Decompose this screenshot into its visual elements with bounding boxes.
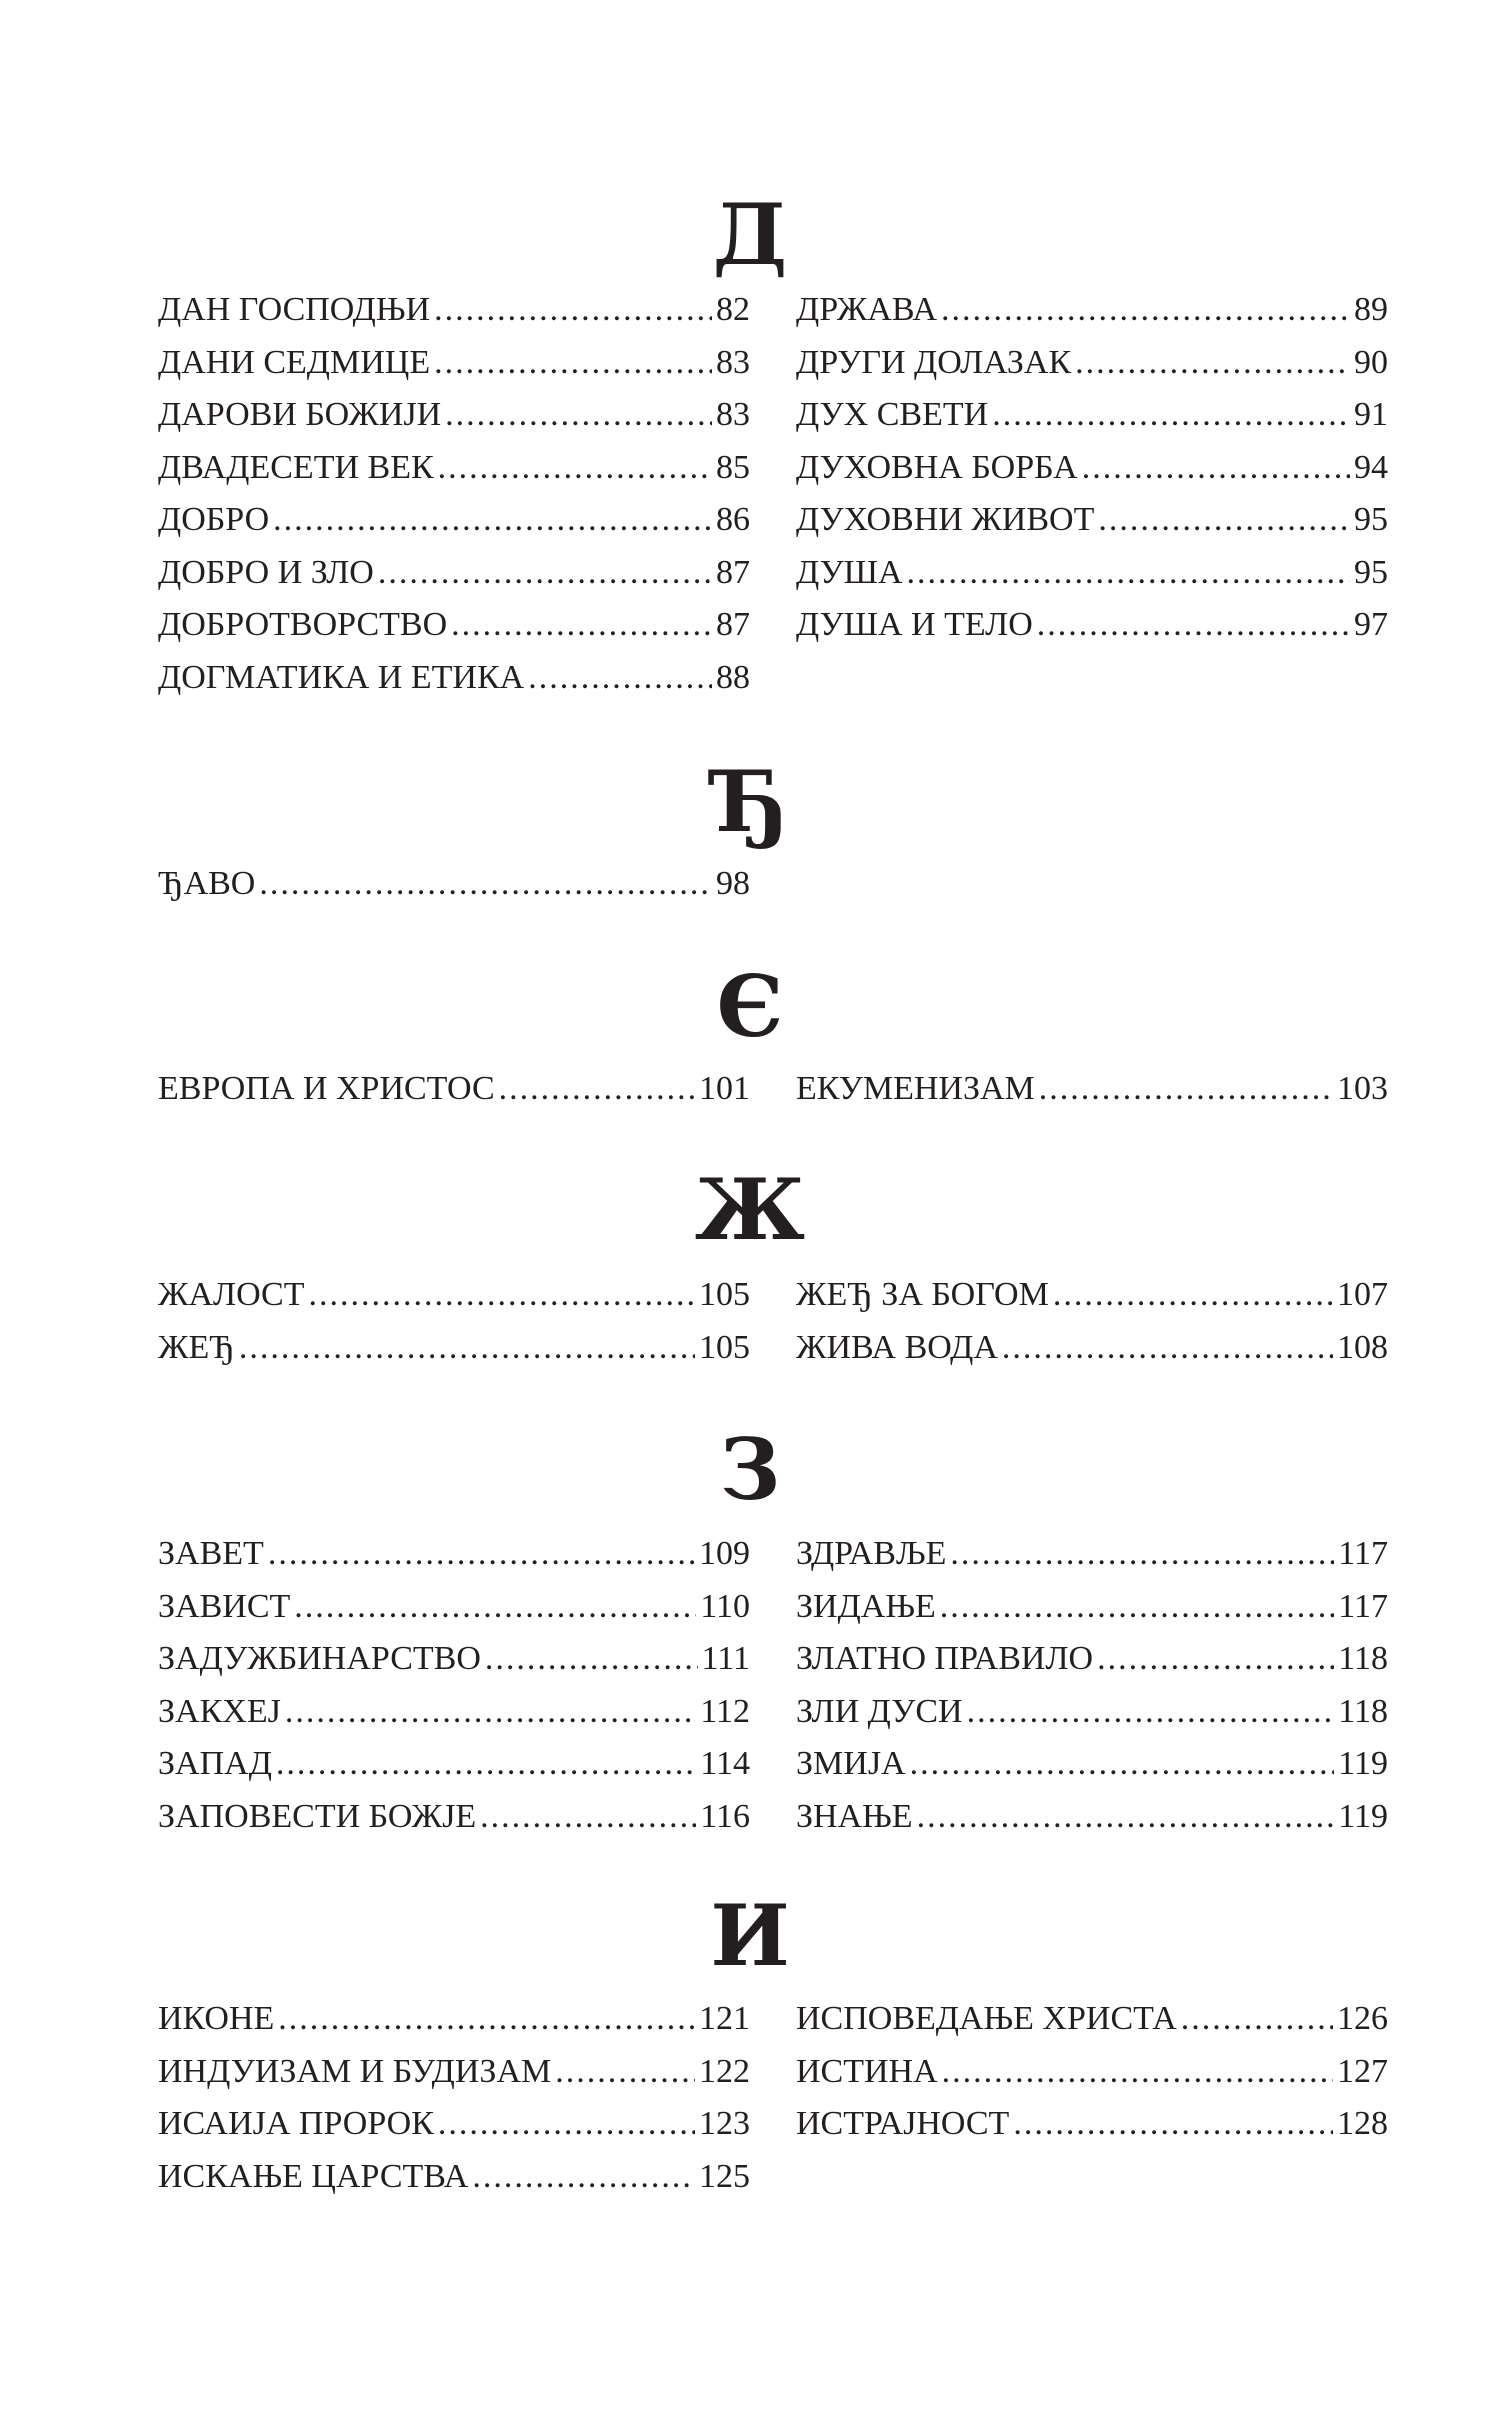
entry-page-number: 105 — [699, 1276, 750, 1313]
entry-label: ДВАДЕСЕТИ ВЕК — [158, 448, 434, 486]
leader-dots — [278, 1993, 695, 2046]
section-zh-left-column — [158, 1269, 750, 1374]
index-entry — [158, 284, 750, 337]
entry-label: ЕКУМЕНИЗАМ — [796, 1070, 1035, 1107]
index-entry — [796, 1738, 1388, 1791]
entry-label: ДОБРО И ЗЛО — [158, 553, 374, 591]
section-d-left-column — [158, 284, 750, 704]
entry-page-number: 86 — [716, 501, 750, 538]
entry-label: ДУХОВНИ ЖИВОТ — [796, 501, 1095, 538]
entry-page-number: 89 — [1354, 291, 1388, 328]
index-entry — [796, 2046, 1388, 2099]
leader-dots — [434, 337, 712, 390]
leader-dots — [378, 547, 712, 600]
section-letter-d: Д — [712, 185, 788, 284]
entry-label: ДОБРОТВОРСТВО — [158, 606, 448, 643]
entry-label: ЂАВО — [158, 865, 256, 902]
leader-dots — [1181, 1993, 1333, 2046]
entry-label: ИНДУИЗАМ И БУДИЗАМ — [158, 2052, 552, 2090]
entry-label: ЗАВИСТ — [158, 1587, 291, 1625]
entry-page-number: 118 — [1338, 1692, 1388, 1730]
entry-label: ЗАПОВЕСТИ БОЖЈЕ — [158, 1797, 477, 1835]
index-entry — [158, 1993, 750, 2046]
index-entry — [796, 284, 1388, 337]
leader-dots — [907, 547, 1350, 600]
index-entry — [796, 1993, 1388, 2046]
entry-page-number: 116 — [700, 1797, 750, 1835]
entry-page-number: 117 — [1338, 1535, 1388, 1572]
entry-page-number: 83 — [716, 396, 750, 433]
entry-label: ЖЕЂ ЗА БОГОМ — [796, 1276, 1049, 1313]
index-entry — [158, 858, 750, 911]
leader-dots — [472, 2151, 695, 2204]
entry-page-number: 87 — [716, 553, 750, 591]
entry-page-number: 88 — [716, 658, 750, 696]
leader-dots — [941, 284, 1350, 337]
index-entry — [158, 494, 750, 547]
entry-label: ИСПОВЕДАЊЕ ХРИСТА — [796, 2000, 1177, 2037]
entry-page-number: 123 — [699, 2105, 750, 2142]
index-entry — [158, 599, 750, 652]
entry-label: ЗЛАТНО ПРАВИЛО — [796, 1640, 1094, 1677]
section-letter-dje: Ђ — [712, 752, 788, 851]
leader-dots — [1075, 337, 1350, 390]
section-z-left-column — [158, 1528, 750, 1843]
entry-label: ИСТРАЈНОСТ — [796, 2105, 1010, 2142]
index-entry — [796, 1322, 1388, 1375]
entry-page-number: 101 — [699, 1070, 750, 1107]
entry-page-number: 107 — [1337, 1276, 1388, 1313]
entry-label: ДАНИ СЕДМИЦЕ — [158, 343, 431, 381]
index-entry — [158, 547, 750, 600]
index-entry — [796, 547, 1388, 600]
leader-dots — [451, 599, 712, 652]
leader-dots — [294, 1581, 696, 1634]
leader-dots — [942, 2046, 1333, 2099]
leader-dots — [967, 1686, 1335, 1739]
entry-page-number: 105 — [699, 1328, 750, 1366]
index-entry — [158, 442, 750, 495]
entry-page-number: 119 — [1338, 1745, 1388, 1782]
leader-dots — [1002, 1322, 1333, 1375]
entry-page-number: 83 — [716, 343, 750, 381]
leader-dots — [445, 389, 712, 442]
leader-dots — [438, 442, 712, 495]
leader-dots — [910, 1738, 1335, 1791]
index-entry — [796, 337, 1388, 390]
index-entry — [796, 1063, 1388, 1116]
entry-label: ИСКАЊЕ ЦАРСТВА — [158, 2157, 469, 2195]
entry-label: ЗИДАЊЕ — [796, 1587, 936, 1625]
leader-dots — [438, 2098, 695, 2151]
index-entry — [796, 1269, 1388, 1322]
leader-dots — [239, 1322, 695, 1375]
entry-label: ЗЛИ ДУСИ — [796, 1692, 963, 1730]
entry-label: ЗАКХЕЈ — [158, 1692, 281, 1730]
entry-page-number: 95 — [1354, 553, 1388, 591]
entry-label: ЕВРОПА И ХРИСТОС — [158, 1070, 495, 1107]
leader-dots — [259, 858, 712, 911]
leader-dots — [917, 1791, 1335, 1844]
entry-page-number: 114 — [700, 1745, 750, 1782]
entry-page-number: 85 — [716, 448, 750, 486]
entry-page-number: 122 — [699, 2052, 750, 2090]
index-entry — [796, 442, 1388, 495]
entry-label: ДОГМАТИКА И ЕТИКА — [158, 658, 525, 696]
index-entry — [158, 2046, 750, 2099]
entry-page-number: 119 — [1338, 1797, 1388, 1835]
section-z-right-column — [796, 1528, 1388, 1843]
section-e-left-column — [158, 1063, 750, 1116]
leader-dots — [992, 389, 1350, 442]
leader-dots — [950, 1528, 1334, 1581]
entry-page-number: 111 — [701, 1640, 750, 1677]
entry-label: ДУША И ТЕЛО — [796, 606, 1033, 643]
entry-page-number: 121 — [699, 2000, 750, 2037]
leader-dots — [1082, 442, 1350, 495]
index-entry — [796, 389, 1388, 442]
entry-label: ЗАВЕТ — [158, 1535, 264, 1572]
index-entry — [796, 1686, 1388, 1739]
index-entry — [158, 2098, 750, 2151]
leader-dots — [1053, 1269, 1333, 1322]
leader-dots — [268, 1528, 695, 1581]
entry-label: ДУША — [796, 553, 903, 591]
entry-page-number: 91 — [1354, 396, 1388, 433]
entry-label: ИКОНЕ — [158, 2000, 275, 2037]
leader-dots — [480, 1791, 696, 1844]
section-i-left-column — [158, 1993, 750, 2203]
section-zh-right-column — [796, 1269, 1388, 1374]
section-letter-zh: Ж — [694, 1160, 806, 1259]
entry-label: ЖЕЂ — [158, 1328, 235, 1366]
index-entry — [796, 599, 1388, 652]
index-entry — [158, 1738, 750, 1791]
leader-dots — [1039, 1063, 1333, 1116]
leader-dots — [434, 284, 712, 337]
entry-label: ЗАПАД — [158, 1745, 272, 1782]
section-i-right-column — [796, 1993, 1388, 2151]
index-entry — [158, 1633, 750, 1686]
entry-page-number: 94 — [1354, 448, 1388, 486]
leader-dots — [528, 652, 712, 705]
leader-dots — [285, 1686, 696, 1739]
entry-label: ДУХОВНА БОРБА — [796, 448, 1078, 486]
index-entry — [158, 2151, 750, 2204]
leader-dots — [273, 494, 712, 547]
entry-page-number: 128 — [1337, 2105, 1388, 2142]
entry-label: ДРУГИ ДОЛАЗАК — [796, 343, 1072, 381]
index-entry — [796, 2098, 1388, 2151]
index-entry — [158, 337, 750, 390]
entry-label: ЗДРАВЉЕ — [796, 1535, 947, 1572]
leader-dots — [940, 1581, 1334, 1634]
leader-dots — [485, 1633, 698, 1686]
entry-page-number: 127 — [1337, 2052, 1388, 2090]
leader-dots — [1037, 599, 1350, 652]
entry-label: ДОБРО — [158, 501, 270, 538]
entry-page-number: 125 — [699, 2157, 750, 2195]
entry-page-number: 117 — [1338, 1587, 1388, 1625]
section-e-right-column — [796, 1063, 1388, 1116]
index-entry — [158, 1686, 750, 1739]
entry-page-number: 97 — [1354, 606, 1388, 643]
leader-dots — [1097, 1633, 1334, 1686]
entry-label: ДАН ГОСПОДЊИ — [158, 291, 431, 328]
leader-dots — [499, 1063, 695, 1116]
entry-page-number: 82 — [716, 291, 750, 328]
index-entry — [796, 1528, 1388, 1581]
index-entry — [796, 1633, 1388, 1686]
index-entry — [158, 1063, 750, 1116]
entry-page-number: 98 — [716, 865, 750, 902]
entry-label: ЖАЛОСТ — [158, 1276, 305, 1313]
leader-dots — [1013, 2098, 1333, 2151]
section-letter-e: Є — [716, 957, 784, 1056]
section-letter-i: И — [710, 1886, 790, 1985]
index-entry — [158, 1791, 750, 1844]
entry-label: ИСТИНА — [796, 2052, 938, 2090]
leader-dots — [309, 1269, 696, 1322]
leader-dots — [555, 2046, 695, 2099]
entry-page-number: 90 — [1354, 343, 1388, 381]
entry-label: ИСАИЈА ПРОРОК — [158, 2105, 434, 2142]
entry-page-number: 108 — [1337, 1328, 1388, 1366]
entry-label: ЗМИЈА — [796, 1745, 906, 1782]
index-entry — [158, 652, 750, 705]
section-dje-left-column — [158, 858, 750, 911]
entry-label: ДАРОВИ БОЖИЈИ — [158, 396, 442, 433]
entry-page-number: 109 — [699, 1535, 750, 1572]
index-entry — [796, 1791, 1388, 1844]
index-entry — [158, 389, 750, 442]
entry-page-number: 95 — [1354, 501, 1388, 538]
index-entry — [158, 1528, 750, 1581]
entry-page-number: 118 — [1338, 1640, 1388, 1677]
entry-label: ЗАДУЖБИНАРСТВО — [158, 1640, 481, 1677]
leader-dots — [1098, 494, 1350, 547]
entry-label: ЖИВА ВОДА — [796, 1328, 998, 1366]
index-entry — [158, 1322, 750, 1375]
entry-page-number: 112 — [700, 1692, 750, 1730]
entry-page-number: 87 — [716, 606, 750, 643]
index-entry — [158, 1269, 750, 1322]
section-letter-z: З — [719, 1420, 781, 1519]
entry-label: ЗНАЊЕ — [796, 1797, 913, 1835]
entry-page-number: 110 — [700, 1587, 750, 1625]
index-entry — [796, 494, 1388, 547]
section-d-right-column — [796, 284, 1388, 652]
entry-page-number: 126 — [1337, 2000, 1388, 2037]
entry-page-number: 103 — [1337, 1070, 1388, 1107]
index-entry — [158, 1581, 750, 1634]
leader-dots — [276, 1738, 696, 1791]
entry-label: ДРЖАВА — [796, 291, 938, 328]
index-entry — [796, 1581, 1388, 1634]
entry-label: ДУХ СВЕТИ — [796, 396, 989, 433]
